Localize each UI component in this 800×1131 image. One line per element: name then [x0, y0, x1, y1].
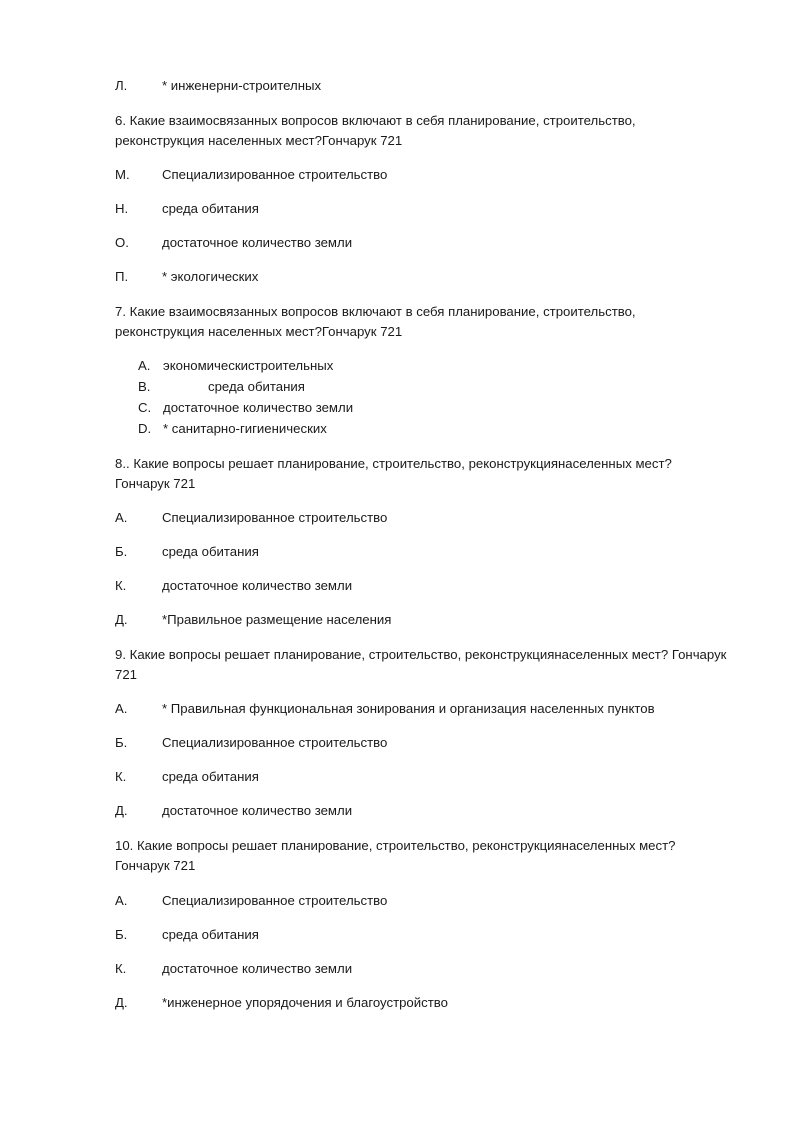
option-letter: B. — [138, 379, 151, 394]
option-letter: Д. — [115, 612, 128, 627]
option-text: среда обитания — [208, 379, 305, 394]
option-letter: М. — [115, 167, 130, 182]
question-6-line-2: реконструкция населенных мест?Гончарук 721 — [115, 133, 403, 148]
option-text: достаточное количество земли — [163, 400, 354, 415]
option-text: среда обитания — [162, 769, 259, 784]
option-text: достаточное количество земли — [162, 578, 353, 593]
option-text: экономическистроительных — [163, 358, 334, 373]
option-letter: Б. — [115, 735, 128, 750]
option-letter: Л. — [115, 78, 128, 93]
option-text: *инженерное упорядочения и благоустройство — [162, 995, 448, 1010]
option-letter: D. — [138, 421, 152, 436]
option-text: *Правильное размещение населения — [162, 612, 392, 627]
option-text: достаточное количество земли — [162, 961, 353, 976]
option-text: Специализированное строительство — [162, 735, 388, 750]
option-letter: К. — [115, 769, 127, 784]
option-letter: Н. — [115, 201, 129, 216]
option-text: среда обитания — [162, 201, 259, 216]
option-text: * экологических — [162, 269, 259, 284]
option-letter: Д. — [115, 995, 128, 1010]
option-letter: Д. — [115, 803, 128, 818]
option-text: Специализированное строительство — [162, 167, 388, 182]
question-10-line-2: Гончарук 721 — [115, 858, 196, 873]
option-text: * санитарно-гигиенических — [163, 421, 327, 436]
question-8-line-2: Гончарук 721 — [115, 476, 196, 491]
option-letter: C. — [138, 400, 152, 415]
option-text: Специализированное строительство — [162, 893, 388, 908]
question-9-line-2: 721 — [115, 667, 138, 682]
question-7-line-2: реконструкция населенных мест?Гончарук 721 — [115, 324, 403, 339]
option-text: среда обитания — [162, 544, 259, 559]
option-letter: К. — [115, 961, 127, 976]
option-letter: Б. — [115, 927, 128, 942]
question-10-line-1: 10. Какие вопросы решает планирование, строительство, реконструкциянаселенных мест? — [115, 838, 676, 853]
question-9-line-1: 9. Какие вопросы решает планирование, строительство, реконструкциянаселенных мест? Гончарук — [115, 647, 727, 662]
option-text: Специализированное строительство — [162, 510, 388, 525]
option-letter: A. — [138, 358, 151, 373]
option-text: достаточное количество земли — [162, 803, 353, 818]
option-text: достаточное количество земли — [162, 235, 353, 250]
option-letter: О. — [115, 235, 129, 250]
option-letter: А. — [115, 893, 128, 908]
option-letter: А. — [115, 701, 128, 716]
option-letter: П. — [115, 269, 129, 284]
option-letter: Б. — [115, 544, 128, 559]
option-letter: А. — [115, 510, 128, 525]
question-7-line-1: 7. Какие взаимосвязанных вопросов включают в себя планирование, строительство, — [115, 304, 636, 319]
question-8-line-1: 8.. Какие вопросы решает планирование, строительство, реконструкциянаселенных мест? — [115, 456, 672, 471]
question-6-line-1: 6. Какие взаимосвязанных вопросов включают в себя планирование, строительство, — [115, 113, 636, 128]
option-text: среда обитания — [162, 927, 259, 942]
option-text: * инженерни-строителных — [162, 78, 322, 93]
option-letter: К. — [115, 578, 127, 593]
option-text: * Правильная функциональная зонирования и организация населенных пунктов — [162, 701, 655, 716]
